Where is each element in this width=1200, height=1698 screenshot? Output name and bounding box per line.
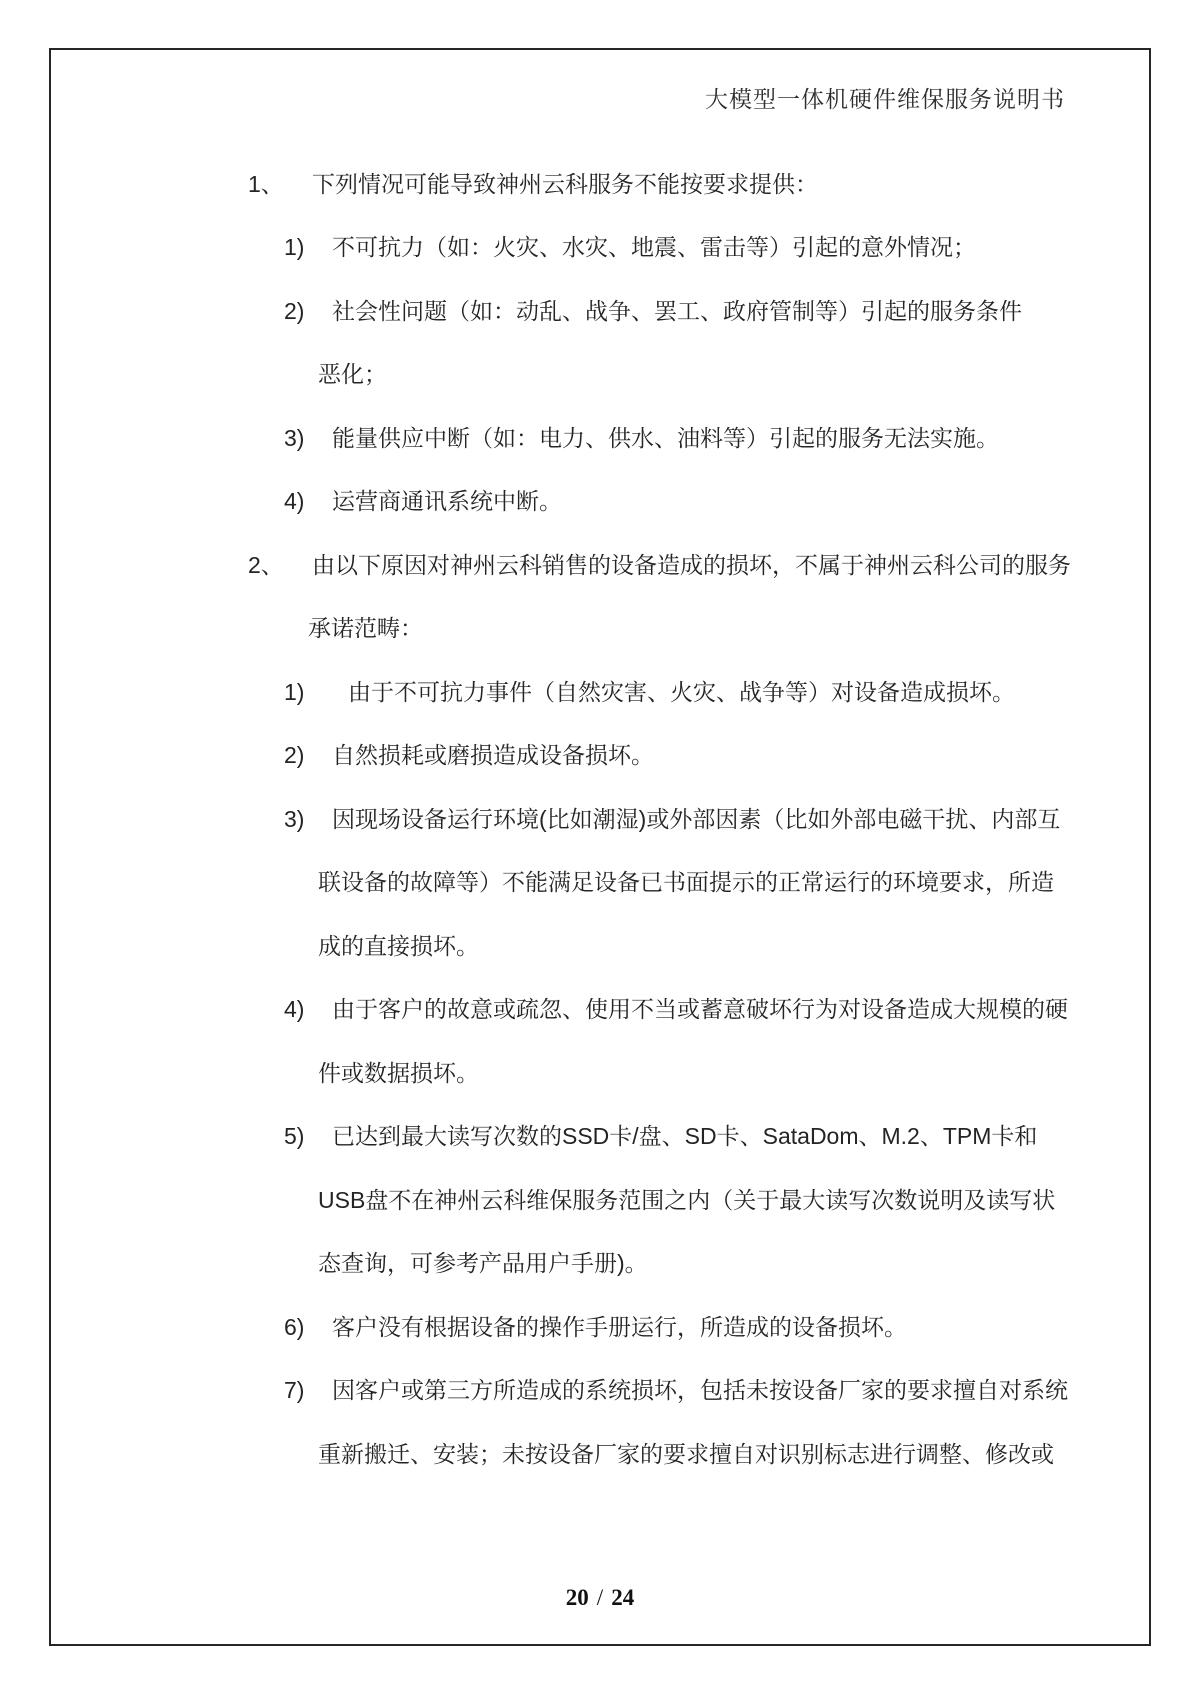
list-text: 运营商通讯系统中断。	[332, 488, 562, 515]
list-item-level2	[0, 216, 1200, 280]
list-text: 因客户或第三方所造成的系统损坏，包括未按设备厂家的要求擅自对系统	[332, 1377, 1068, 1404]
list-item-level2	[0, 978, 1200, 1042]
list-item-continuation	[0, 851, 1200, 915]
list-text: 件或数据损坏。	[318, 1059, 479, 1086]
list-marker: 1)	[284, 678, 305, 705]
list-text: 承诺范畴：	[308, 615, 423, 642]
list-text: 由于不可抗力事件（自然灾害、火灾、战争等）对设备造成损坏。	[348, 678, 1015, 705]
list-marker: 4)	[284, 996, 305, 1023]
list-item-continuation	[0, 1232, 1200, 1296]
list-item-continuation	[0, 1422, 1200, 1486]
list-item-level2	[0, 660, 1200, 724]
list-marker: 2)	[284, 742, 305, 769]
list-item-level2	[0, 787, 1200, 851]
list-marker: 1)	[284, 234, 305, 261]
list-item-level2	[0, 406, 1200, 470]
list-item-level2	[0, 1295, 1200, 1359]
list-item-level2	[0, 1359, 1200, 1423]
list-marker: 3)	[284, 805, 305, 832]
list-text: 能量供应中断（如：电力、供水、油料等）引起的服务无法实施。	[332, 424, 999, 451]
page-number-total: 24	[611, 1585, 635, 1610]
list-text: 不可抗力（如：火灾、水灾、地震、雷击等）引起的意外情况；	[332, 234, 976, 261]
list-text: 恶化；	[318, 361, 387, 388]
list-text: 社会性问题（如：动乱、战争、罢工、政府管制等）引起的服务条件	[332, 297, 1022, 324]
page-footer	[0, 1584, 1200, 1612]
list-marker: 5)	[284, 1123, 305, 1150]
list-item-continuation	[0, 597, 1200, 661]
list-item-continuation	[0, 1168, 1200, 1232]
list-text: 已达到最大读写次数的SSD卡/盘、SD卡、SataDom、M.2、TPM卡和	[332, 1123, 1038, 1150]
list-text: 因现场设备运行环境(比如潮湿)或外部因素（比如外部电磁干扰、内部互	[332, 805, 1061, 832]
page-header-title: 大模型一体机硬件维保服务说明书	[705, 87, 1065, 112]
list-item-level2	[0, 279, 1200, 343]
list-marker: 3)	[284, 424, 305, 451]
list-marker: 1、	[248, 170, 284, 197]
list-text: 由以下原因对神州云科销售的设备造成的损坏，不属于神州云科公司的服务	[312, 551, 1071, 578]
list-marker: 2)	[284, 297, 305, 324]
list-marker: 7)	[284, 1377, 305, 1404]
list-text: 联设备的故障等）不能满足设备已书面提示的正常运行的环境要求，所造	[318, 869, 1054, 896]
page-number-separator: /	[596, 1585, 604, 1610]
list-text: 下列情况可能导致神州云科服务不能按要求提供：	[312, 170, 818, 197]
list-marker: 2、	[248, 551, 284, 578]
list-marker: 6)	[284, 1313, 305, 1340]
page-number-current: 20	[565, 1585, 589, 1610]
list-text: 态查询，可参考产品用户手册)。	[318, 1250, 648, 1277]
list-item-continuation	[0, 1041, 1200, 1105]
list-text: 成的直接损坏。	[318, 932, 479, 959]
list-item-level1	[0, 152, 1200, 216]
list-item-continuation	[0, 914, 1200, 978]
document-body	[0, 152, 1200, 1486]
list-text: USB盘不在神州云科维保服务范围之内（关于最大读写次数说明及读写状	[318, 1186, 1056, 1213]
list-item-level2	[0, 470, 1200, 534]
list-item-level2	[0, 724, 1200, 788]
list-item-level2	[0, 1105, 1200, 1169]
list-item-level1	[0, 533, 1200, 597]
list-text: 由于客户的故意或疏忽、使用不当或蓄意破坏行为对设备造成大规模的硬	[332, 996, 1068, 1023]
list-text: 自然损耗或磨损造成设备损坏。	[332, 742, 654, 769]
list-text: 重新搬迁、安装；未按设备厂家的要求擅自对识别标志进行调整、修改或	[318, 1440, 1054, 1467]
list-item-continuation	[0, 343, 1200, 407]
list-text: 客户没有根据设备的操作手册运行，所造成的设备损坏。	[332, 1313, 907, 1340]
list-marker: 4)	[284, 488, 305, 515]
